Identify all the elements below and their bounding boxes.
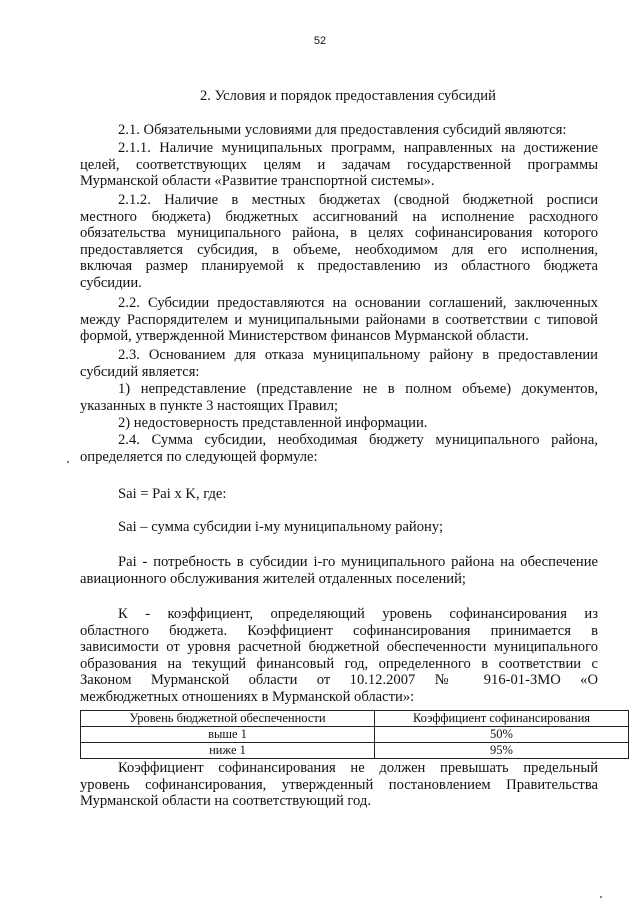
paragraph-2-1-1 bbox=[80, 140, 598, 190]
paragraph-line: 2.1. Обязательными условиями для предоставления субсидий являются: bbox=[118, 122, 567, 138]
paragraph-line: 2) недостоверность представленной информации. bbox=[118, 415, 428, 431]
paragraph-line: Законом Мурманской области от 10.12.2007 № 916-01-ЗМО «О bbox=[80, 672, 598, 689]
list-item-2 bbox=[80, 415, 598, 432]
paragraph-line: Sai – сумма субсидии i-му муниципальному району; bbox=[118, 519, 444, 535]
paragraph-line: авиационного обслуживания жителей отдаленных поселений; bbox=[80, 570, 466, 587]
paragraph-line: Pai - потребность в субсидии i-го муниципального района на обеспечение bbox=[118, 554, 598, 570]
paragraph-2-4 bbox=[80, 432, 598, 465]
table-row bbox=[81, 743, 629, 759]
paragraph-line: субсидии. bbox=[80, 274, 142, 291]
formula bbox=[80, 486, 598, 503]
section-heading: 2. Условия и порядок предоставления субсидий bbox=[200, 88, 496, 104]
paragraph-line: 2.3. Основанием для отказа муниципальному району в предоставлении bbox=[118, 347, 598, 363]
paragraph-line: субсидий является: bbox=[80, 363, 200, 380]
scan-speck bbox=[67, 461, 69, 463]
paragraph-2-3 bbox=[80, 347, 598, 380]
list-item-1 bbox=[80, 381, 598, 414]
cofinancing-table bbox=[80, 710, 629, 759]
table-row bbox=[81, 727, 629, 743]
paragraph-line: межбюджетных отношениях в Мурманской области»: bbox=[80, 688, 415, 705]
paragraph-line: Мурманской области на соответствующий год. bbox=[80, 793, 371, 810]
table-cell: 50% bbox=[375, 727, 629, 743]
paragraph-line: 2.4. Сумма субсидии, необходимая бюджету муниципального района, bbox=[118, 432, 598, 448]
paragraph-line: 2.2. Субсидии предоставляются на основании соглашений, заключенных bbox=[118, 295, 598, 311]
paragraph-line: формой, утвержденной Министерством финансов Мурманской области. bbox=[80, 328, 529, 345]
table-cell: 95% bbox=[375, 743, 629, 759]
paragraph-2-1-2 bbox=[80, 192, 598, 292]
scan-speck bbox=[600, 896, 602, 898]
paragraph-line: образования на текущий финансовый год, определенного в соответствии с bbox=[80, 655, 598, 672]
paragraph-line: уровень софинансирования, утвержденный постановлением Правительства bbox=[80, 776, 598, 793]
paragraph-line: Мурманской области «Развитие транспортной системы». bbox=[80, 173, 435, 190]
table-cell: выше 1 bbox=[81, 727, 375, 743]
paragraph-line: Коэффициент софинансирования не должен превышать предельный bbox=[118, 760, 598, 776]
formula-line: Sai = Pai x K, где: bbox=[118, 486, 227, 502]
paragraph-2-1 bbox=[80, 122, 598, 139]
paragraph-line: включая размер планируемой к предоставлению из областного бюджета bbox=[80, 258, 598, 275]
paragraph-line: обязательства муниципального района, в целях софинансирования которого bbox=[80, 225, 598, 242]
paragraph-line: областного бюджета. Коэффициент софинансирования принимается в bbox=[80, 622, 598, 639]
definition-sai bbox=[80, 519, 598, 536]
paragraph-line: зависимости от уровня расчетной бюджетной обеспеченности муниципального bbox=[80, 639, 598, 656]
paragraph-line: определяется по следующей формуле: bbox=[80, 448, 318, 465]
paragraph-line: 1) непредставление (представление не в полном объеме) документов, bbox=[118, 381, 598, 397]
table-header-cell: Коэффициент софинансирования bbox=[375, 711, 629, 727]
paragraph-line: указанных в пункте 3 настоящих Правил; bbox=[80, 397, 339, 414]
paragraph-2-2 bbox=[80, 295, 598, 345]
closing-paragraph bbox=[80, 760, 598, 810]
definition-pai bbox=[80, 554, 598, 587]
paragraph-line: целей, соответствующих целям и задачам государственной программы bbox=[80, 156, 598, 173]
page-number: 52 bbox=[313, 35, 327, 47]
paragraph-line: местного бюджета) бюджетных ассигнований на исполнение расходного bbox=[80, 208, 598, 225]
paragraph-line: К - коэффициент, определяющий уровень софинансирования из bbox=[118, 606, 598, 622]
table-header-cell: Уровень бюджетной обеспеченности bbox=[81, 711, 375, 727]
paragraph-line: между Распорядителем и муниципальными районами в соответствии с типовой bbox=[80, 311, 598, 328]
paragraph-line: предоставляется субсидия, в объеме, необходимом для его исполнения, bbox=[80, 241, 598, 258]
table-cell: ниже 1 bbox=[81, 743, 375, 759]
table-header-row bbox=[81, 711, 629, 727]
definition-k bbox=[80, 606, 598, 706]
paragraph-line: 2.1.2. Наличие в местных бюджетах (сводной бюджетной росписи bbox=[118, 192, 598, 208]
paragraph-line: 2.1.1. Наличие муниципальных программ, направленных на достижение bbox=[118, 140, 598, 156]
